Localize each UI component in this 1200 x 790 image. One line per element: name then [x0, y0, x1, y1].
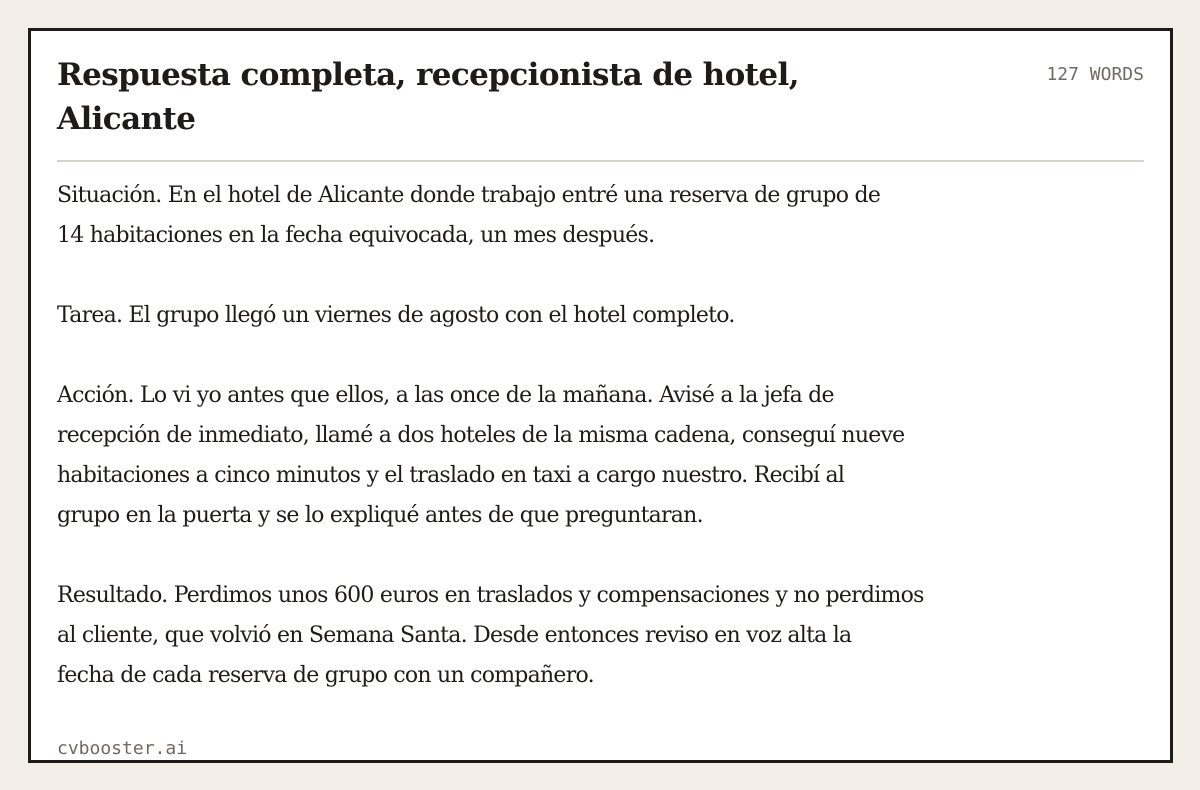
paragraph-accion: Acción. Lo vi yo antes que ellos, a las once de la mañana. Avisé a la jefa de recepción de inmediato, llamé a dos hoteles de la misma cadena, conseguí nueve habitaciones a cinco minutos y el traslado en taxi a cargo nuestro. Recibí al grupo en la puerta y se lo expliqué antes de que preguntaran. [57, 383, 905, 528]
brand-footer: cvbooster.ai [57, 738, 188, 759]
paragraph-tarea: Tarea. El grupo llegó un viernes de agosto con el hotel completo. [57, 303, 735, 328]
word-count-label: 127 WORDS [1046, 64, 1144, 85]
answer-title: Respuesta completa, recepcionista de hotel, Alicante [57, 57, 799, 137]
paragraph-situacion: Situación. En el hotel de Alicante donde trabajo entré una reserva de grupo de 14 habitaciones en la fecha equivocada, un mes después. [57, 183, 881, 248]
header-divider [57, 160, 1144, 162]
answer-body [57, 176, 1117, 736]
paragraph-resultado: Resultado. Perdimos unos 600 euros en traslados y compensaciones y no perdimos al cliente, que volvió en Semana Santa. Desde entonces reviso en voz alta la fecha de cada reserva de grupo con un compañero. [57, 583, 924, 688]
answer-card [28, 28, 1173, 763]
